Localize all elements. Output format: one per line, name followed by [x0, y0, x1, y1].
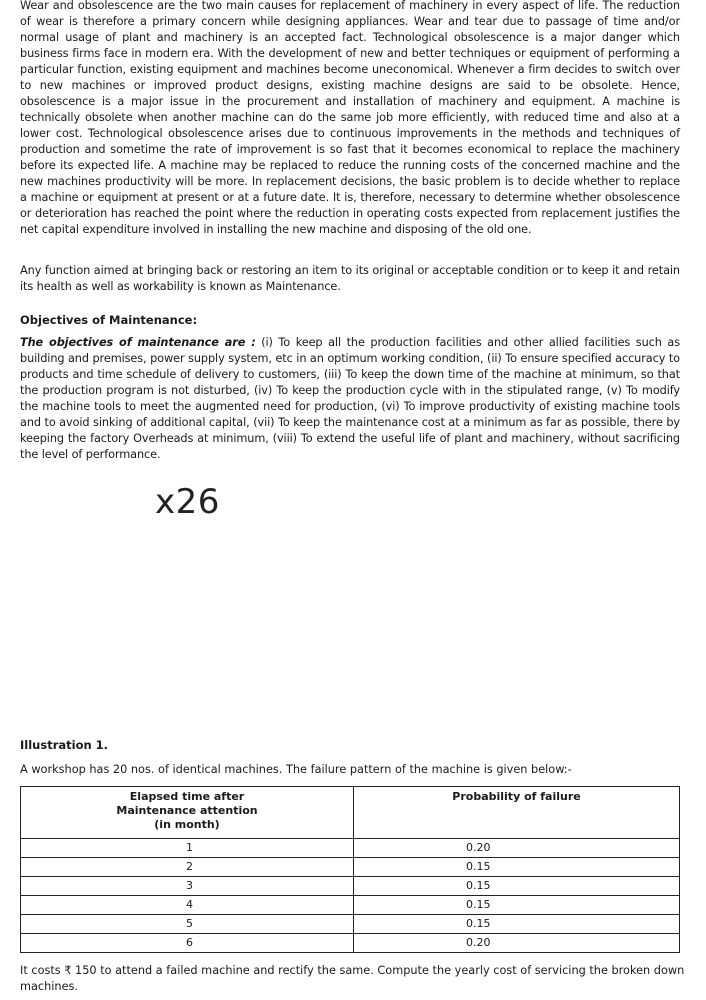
- table-row: [21, 839, 680, 858]
- cell-probability: 0.15: [354, 896, 680, 915]
- failure-pattern-table: [20, 786, 680, 953]
- header-probability: Probability of failure: [354, 787, 680, 839]
- cell-probability: 0.15: [354, 877, 680, 896]
- illustration-heading: Illustration 1.: [20, 738, 109, 752]
- cell-month: 2: [21, 858, 354, 877]
- table-row: [21, 858, 680, 877]
- cell-probability: 0.15: [354, 915, 680, 934]
- paragraph-obsolescence: Wear and obsolescence are the two main causes for replacement of machinery in every aspect of life. The reduction of wear is therefore a primary concern while designing appliances. Wear and tear due to passage of time and/or normal usage of plant and machinery is an accepted fact. Technological obsolescence is a major danger which business firms face in modern era. With the development of new and better techniques or equipment of performing a particular function, existing equipment and machines become uneconomical. Whenever a firm decides to switch over to new machines or improved product designs, existing machine designs are said to be obsolete. Hence, obsolescence is a major issue in the procurement and installation of machinery and equipment. A machine is technically obsolete when another machine can do the same job more efficiently, with reduced time and also at a lower cost. Technological obsolescence arises due to continuous improvements in the methods and techniques of production and sometime the rate of improvement is so fast that it becomes economical to replace the machinery before its expected life. A machine may be replaced to reduce the running costs of the concerned machine and the new machines productivity will be more. In replacement decisions, the basic problem is to decide whether to replace a machine or equipment at present or at a future date. It is, therefore, necessary to determine whether obsolescence or deterioration has reached the point where the reduction in operating costs expected from replacement justifies the net capital expenditure involved in installing the new machine and disposing of the old one.: [20, 0, 680, 236]
- cell-month: 6: [21, 934, 354, 953]
- paragraph-maintenance-definition: Any function aimed at bringing back or restoring an item to its original or acceptable condition or to keep it and retain its health as well as workability is known as Maintenance.: [20, 264, 680, 293]
- cell-probability: 0.20: [354, 839, 680, 858]
- paragraph-objectives: [20, 335, 680, 463]
- header-elapsed-line2: Maintenance attention: [116, 804, 258, 817]
- illustration-intro: A workshop has 20 nos. of identical machines. The failure pattern of the machine is given below:-: [20, 763, 572, 776]
- cell-month: 1: [21, 839, 354, 858]
- cell-month: 3: [21, 877, 354, 896]
- handwritten-note: x26: [155, 482, 220, 522]
- cell-probability: 0.20: [354, 934, 680, 953]
- table-row: [21, 915, 680, 934]
- table-row: [21, 934, 680, 953]
- table-row: [21, 896, 680, 915]
- objectives-heading: Objectives of Maintenance:: [20, 313, 198, 327]
- header-elapsed-line3: (in month): [154, 818, 220, 831]
- header-elapsed-time: [21, 787, 354, 839]
- header-elapsed-line1: Elapsed time after: [129, 790, 245, 803]
- objectives-body: (i) To keep all the production facilities and other allied facilities such as building and premises, power supply system, etc in an optimum working condition, (ii) To ensure specified accuracy to products and time schedule of delivery to customers, (iii) To keep the down time of the machine at minimum, so that the production program is not disturbed, (iv) To keep the production cycle with in the stipulated range, (v) To modify the machine tools to meet the augmented need for production, (vi) To improve productivity of existing machine tools and to avoid sinking of additional capital, (vii) To keep the maintenance cost at a minimum as far as possible, there by keeping the factory Overheads at minimum, (viii) To extend the useful life of plant and machinery, without sacrificing the level of performance.: [20, 336, 680, 461]
- table-row: [21, 877, 680, 896]
- cell-month: 5: [21, 915, 354, 934]
- objectives-lead: The objectives of maintenance are :: [20, 336, 256, 349]
- illustration-question: It costs ₹ 150 to attend a failed machine and rectify the same. Compute the yearly cost of servicing the broken down machines.: [20, 964, 685, 993]
- cell-month: 4: [21, 896, 354, 915]
- cell-probability: 0.15: [354, 858, 680, 877]
- table-header-row: [21, 787, 680, 839]
